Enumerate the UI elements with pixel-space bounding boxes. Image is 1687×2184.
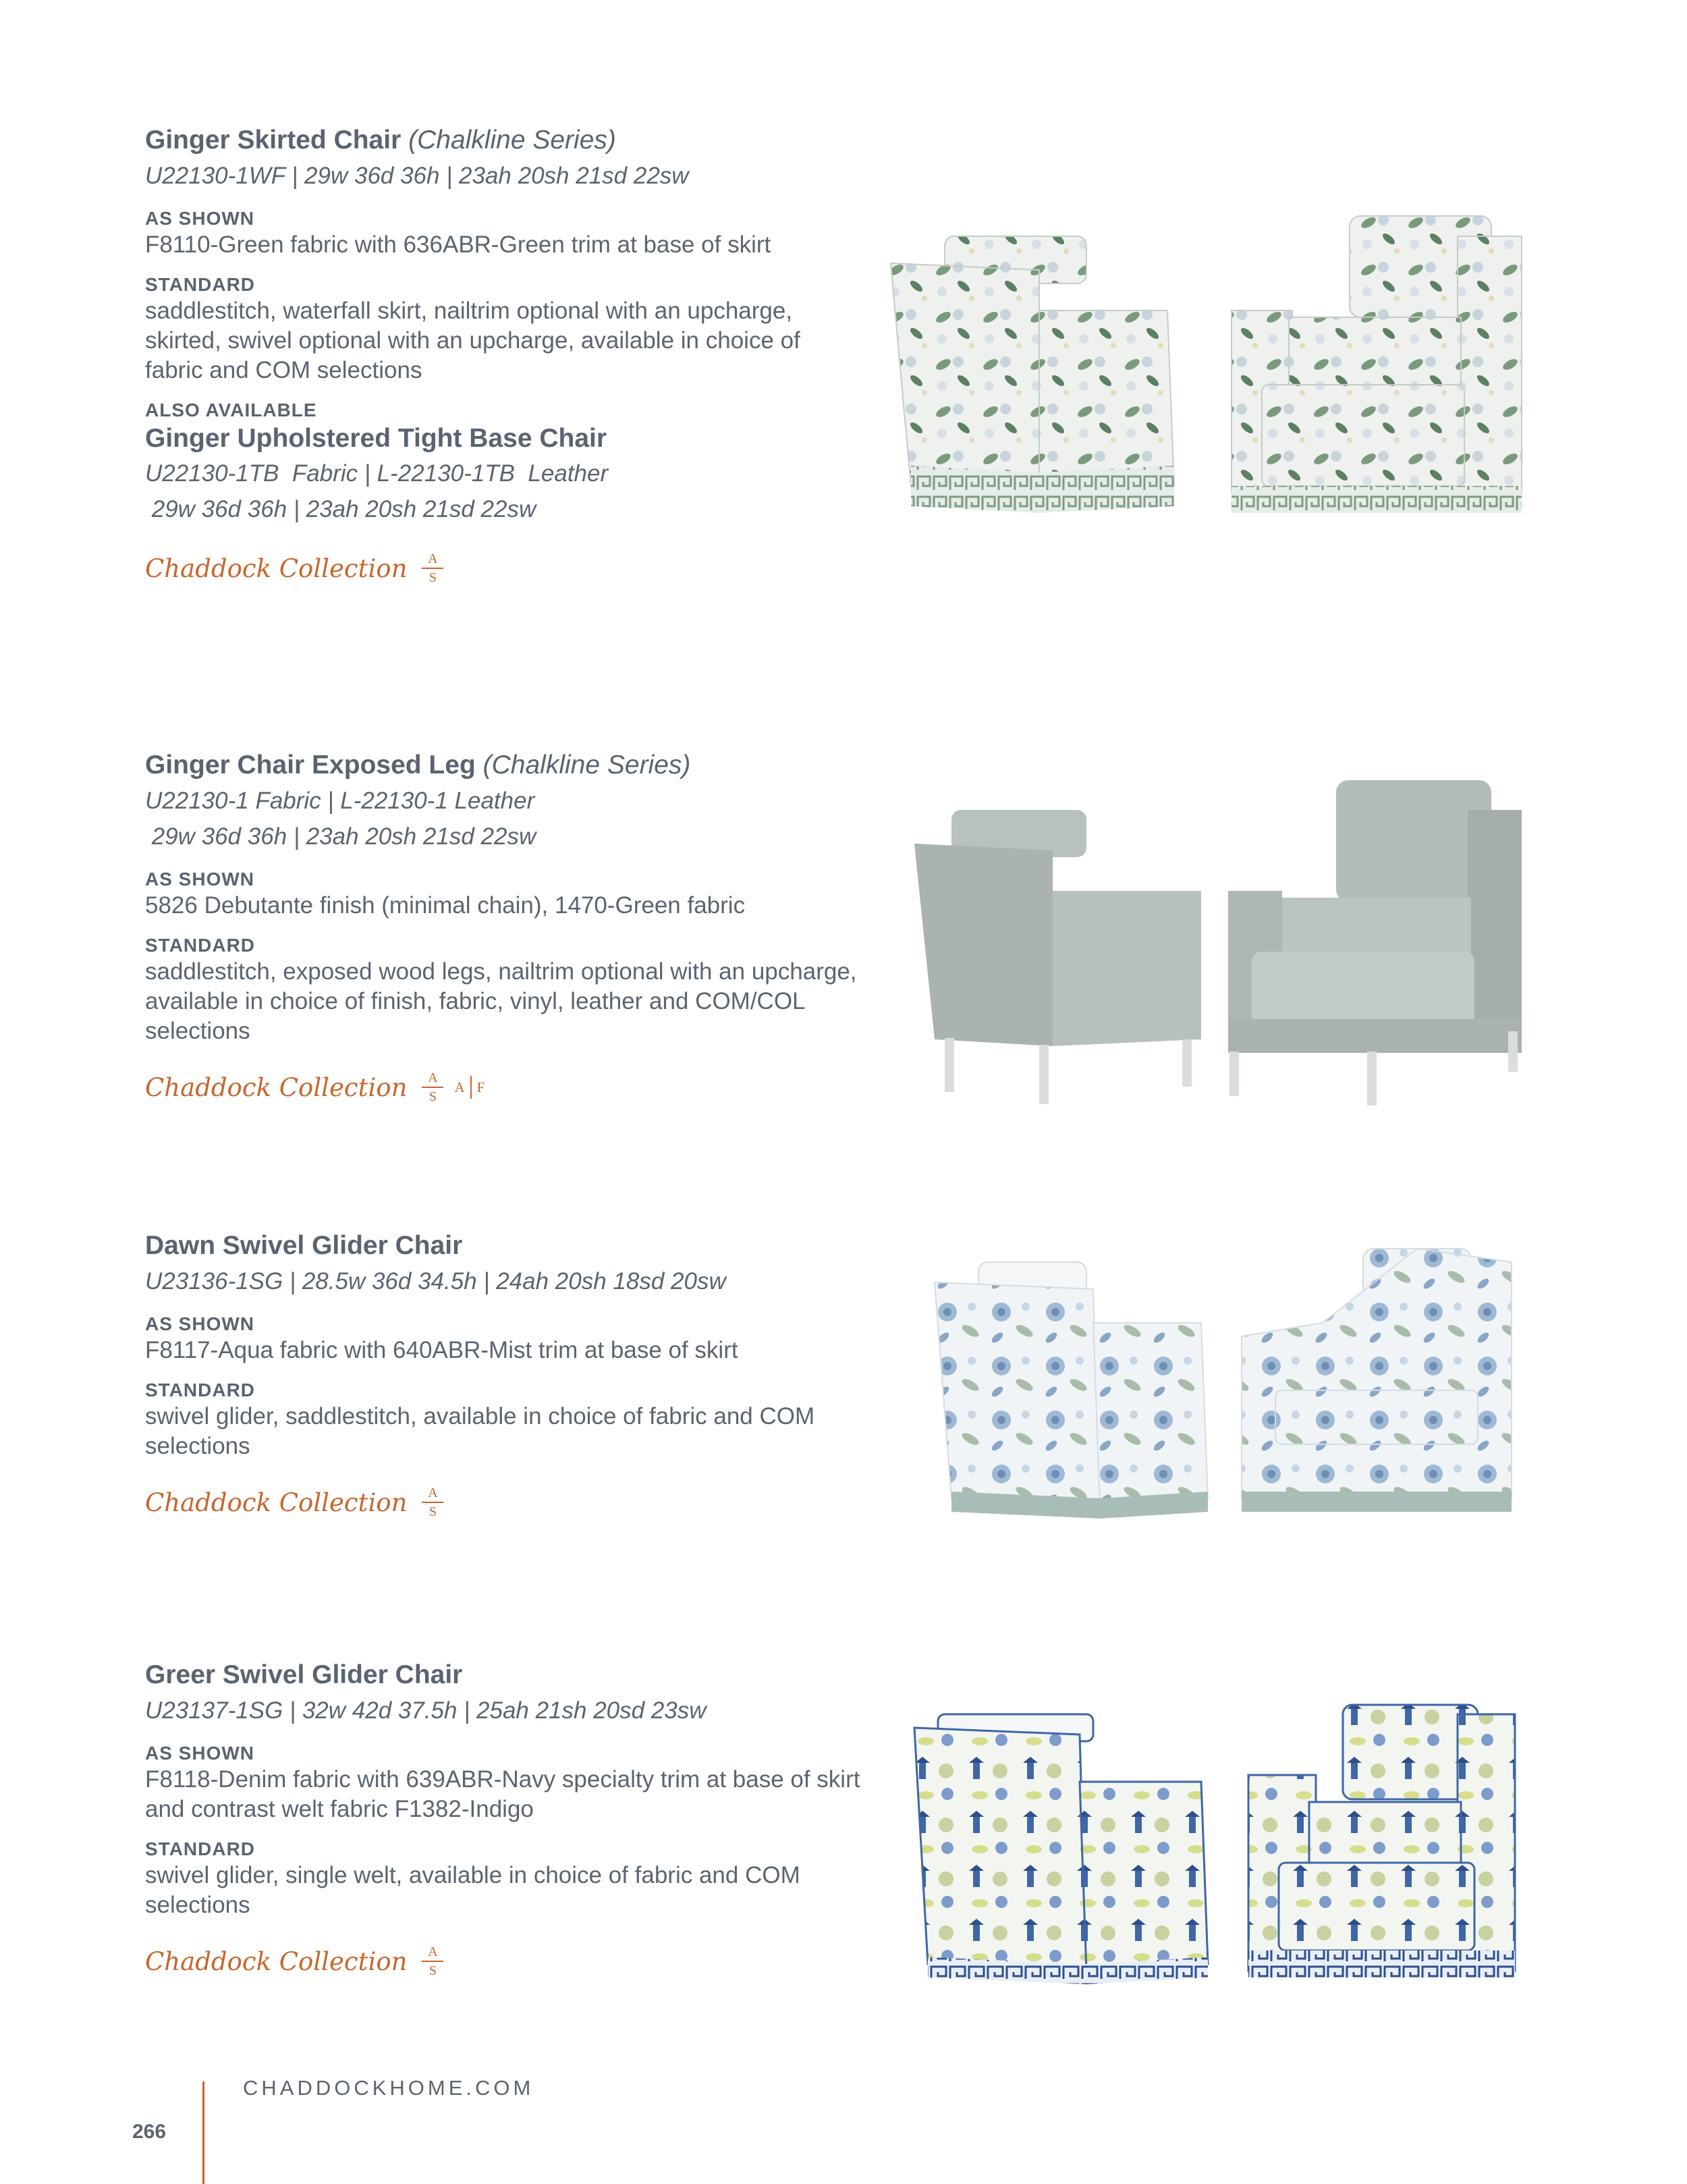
standard-label: STANDARD	[145, 274, 256, 295]
chair-back-view	[914, 1714, 1208, 1984]
chair-back-view	[914, 810, 1201, 1104]
product-spec: 29w 36d 36h | 23ah 20sh 21sd 22sw	[145, 823, 536, 850]
as-badge: A S	[422, 1070, 443, 1104]
standard-text: swivel glider, saddlestitch, available in choice of fabric and COM selections	[145, 1403, 815, 1459]
as-shown-label: AS SHOWN	[145, 1743, 254, 1764]
collection-mark	[145, 545, 860, 592]
collection-mark	[145, 1479, 860, 1526]
page-number: 266	[132, 2121, 167, 2143]
collection-name: Chaddock Collection	[145, 553, 408, 583]
product-image-dawn-swivel-glider-chair	[931, 1242, 1518, 1539]
also-available-title: Ginger Upholstered Tight Base Chair	[145, 424, 607, 453]
standard-text: saddlestitch, exposed wood legs, nailtrim optional with an upcharge, available in choice of finish, fabric, vinyl, leather and COM/COL selections	[145, 958, 857, 1044]
product-spec: U22130-1WF | 29w 36d 36h | 23ah 20sh 21sd 22sw	[145, 163, 689, 189]
product-spec: U23136-1SG | 28.5w 36d 34.5h | 24ah 20sh 18sd 20sw	[145, 1268, 726, 1294]
as-badge: A S	[422, 1944, 443, 1978]
footer-accent-line	[202, 2081, 204, 2184]
product-image-ginger-chair-exposed-leg	[904, 776, 1525, 1107]
standard-text: saddlestitch, waterfall skirt, nailtrim optional with an upcharge, skirted, swivel optional with an upcharge, available in choice of fabric and COM selections	[145, 298, 800, 383]
collection-name: Chaddock Collection	[145, 1946, 408, 1976]
product-ginger-skirted-chair	[145, 123, 860, 592]
also-available-spec: 29w 36d 36h | 23ah 20sh 21sd 22sw	[145, 496, 536, 522]
product-image-ginger-skirted-chair	[884, 209, 1525, 533]
product-title: Ginger Skirted Chair (Chalkline Series)	[145, 126, 616, 155]
as-shown-text: F8118-Denim fabric with 639ABR-Navy specialty trim at base of skirt and contrast welt fabric F1382-Indigo	[145, 1766, 860, 1822]
collection-mark	[145, 1064, 860, 1111]
collection-name: Chaddock Collection	[145, 1487, 408, 1517]
product-spec: U22130-1 Fabric | L-22130-1 Leather	[145, 788, 535, 814]
chair-back-view	[891, 236, 1174, 513]
footer-website[interactable]: CHADDOCKHOME.COM	[243, 2076, 534, 2100]
as-badge: A S	[422, 1485, 443, 1519]
product-image-greer-swivel-glider-chair	[911, 1701, 1518, 1998]
also-available-label: ALSO AVAILABLE	[145, 400, 317, 420]
standard-label: STANDARD	[145, 935, 256, 956]
af-badge: A F	[454, 1076, 485, 1099]
chair-front-view	[1228, 780, 1522, 1105]
product-ginger-chair-exposed-leg	[145, 748, 860, 1111]
collection-name: Chaddock Collection	[145, 1072, 408, 1102]
as-shown-label: AS SHOWN	[145, 869, 254, 890]
as-shown-label: AS SHOWN	[145, 1313, 254, 1334]
chair-front-view	[1248, 1705, 1515, 1977]
standard-text: swivel glider, single welt, available in choice of fabric and COM selections	[145, 1862, 800, 1918]
as-shown-text: 5826 Debutante finish (minimal chain), 1470-Green fabric	[145, 892, 746, 919]
chair-back-view	[935, 1262, 1208, 1519]
product-spec: U23137-1SG | 32w 42d 37.5h | 25ah 21sh 20sd 23sw	[145, 1697, 707, 1724]
standard-label: STANDARD	[145, 1838, 256, 1859]
standard-label: STANDARD	[145, 1380, 256, 1400]
as-shown-text: F8110-Green fabric with 636ABR-Green trim at base of skirt	[145, 231, 771, 258]
as-badge: A S	[422, 551, 443, 585]
chair-front-view	[1242, 1249, 1512, 1512]
product-dawn-swivel-glider-chair	[145, 1228, 860, 1526]
product-title: Dawn Swivel Glider Chair	[145, 1231, 463, 1260]
also-available-spec: U22130-1TB Fabric | L-22130-1TB Leather	[145, 460, 609, 487]
as-shown-text: F8117-Aqua fabric with 640ABR-Mist trim at base of skirt	[145, 1337, 738, 1363]
chair-front-view	[1232, 216, 1522, 513]
product-title: Greer Swivel Glider Chair	[145, 1660, 463, 1689]
as-shown-label: AS SHOWN	[145, 208, 254, 229]
product-greer-swivel-glider-chair	[145, 1658, 860, 1985]
collection-mark	[145, 1938, 860, 1985]
product-title: Ginger Chair Exposed Leg (Chalkline Series)	[145, 750, 691, 780]
